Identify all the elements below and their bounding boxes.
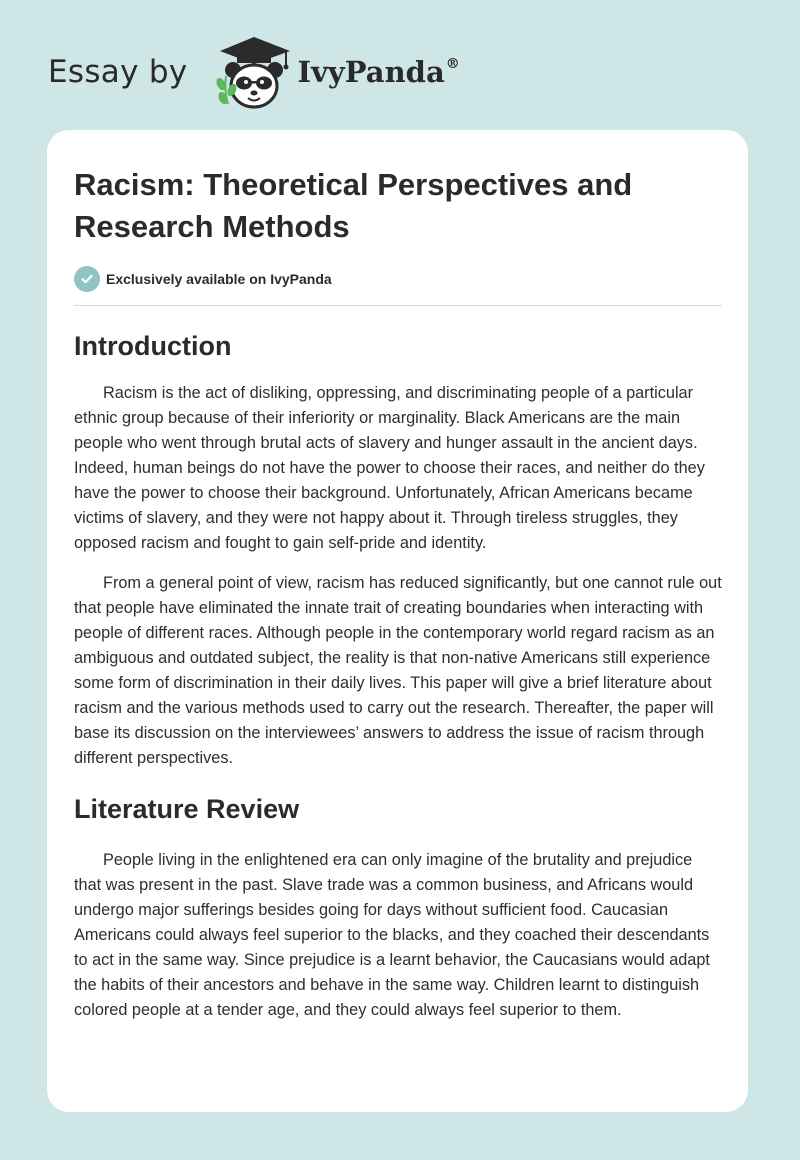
title-divider — [74, 305, 722, 306]
brand-name: IvyPanda® — [297, 55, 460, 89]
panda-logo-icon — [204, 34, 300, 110]
section-heading-literature-review: Literature Review — [74, 794, 300, 824]
brand-header[interactable] — [48, 34, 460, 110]
exclusive-badge — [74, 265, 722, 293]
essay-card — [47, 130, 748, 1112]
exclusive-label: Exclusively available on IvyPanda — [106, 271, 332, 287]
brand-prefix: Essay by — [48, 54, 188, 90]
paragraph: People living in the enlightened era can only imagine of the brutality and prejudice that was present in the past. Slave trade was a common business, and Africans would undergo major sufferings besides going for days without sufficient food. Caucasian Americans could always feel superior to the blacks, and they coached their descendants to act in the same way. Since prejudice is a learnt behavior, the Caucasians would adapt the habits of their ancestors and behave in the same way. Children learnt to distinguish colored people at a tender age, and they could always feel superior to them. — [74, 851, 710, 1019]
trademark-symbol: ® — [445, 56, 460, 72]
check-circle-icon — [74, 266, 100, 292]
paragraph: Racism is the act of disliking, oppressing, and discriminating people of a particular ethnic group because of their inferiority or marginality. Black Americans are the main people who went through brutal acts of slavery and hunger assault in the ancient days. Indeed, human beings do not have the power to choose their races, and neither do they have the power to choose their background. Unfortunately, African Americans became victims of slavery, and they were not happy about it. Through tireless struggles, they opposed racism and fought to gain self-pride and identity. — [74, 384, 705, 552]
essay-title: Racism: Theoretical Perspectives and Research Methods — [74, 167, 633, 244]
paragraph: From a general point of view, racism has reduced significantly, but one cannot rule out that people have eliminated the innate trait of creating boundaries when interacting with people of different races. Although people in the contemporary world regard racism as an ambiguous and outdated subject, the reality is that non-native Americans still experience some form of discrimination in their daily lives. This paper will give a brief literature about racism and the various methods used to carry out the research. Thereafter, the paper will base its discussion on the interviewees’ answers to address the issue of racism through different perspectives. — [74, 574, 722, 767]
section-heading-introduction: Introduction — [74, 331, 232, 361]
